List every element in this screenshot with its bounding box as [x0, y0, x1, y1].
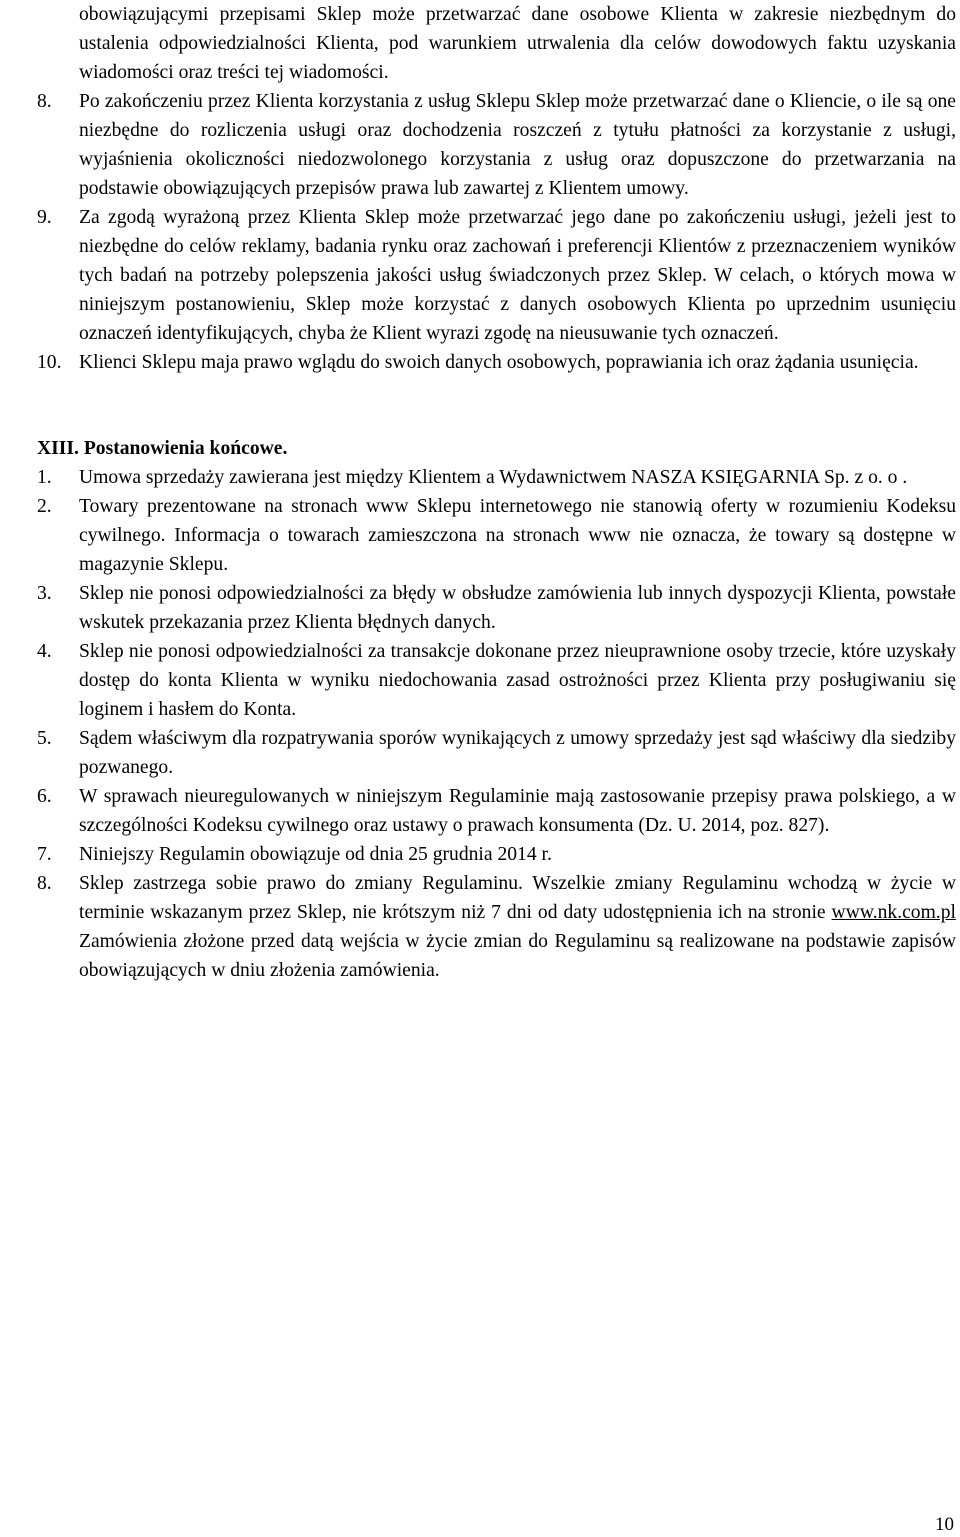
list-text: W sprawach nieuregulowanych w niniejszym Regulaminie mają zastosowanie przepisy prawa polskiego, a w szczególności Kodeksu cywilnego oraz ustawy o prawach konsumenta (Dz. U. 2014, poz. 827). [79, 786, 956, 836]
section-gap [37, 377, 956, 434]
final-item-2 [37, 492, 956, 579]
list-number: 7. [37, 844, 52, 865]
list-text: Umowa sprzedaży zawierana jest między Klientem a Wydawnictwem NASZA KSIĘGARNIA Sp. z o. o . [79, 467, 908, 488]
list-number: 6. [37, 786, 52, 807]
list-number: 9. [37, 207, 52, 228]
page-number: 10 [935, 1514, 954, 1535]
continued-list-item [37, 0, 956, 87]
final-item-3 [37, 579, 956, 637]
list-text-before-link: Sklep zastrzega sobie prawo do zmiany Regulaminu. Wszelkie zmiany Regulaminu wchodzą w życie w terminie wskazanym przez Sklep, nie krótszym niż 7 dni od daty udostępnienia ich na stronie [79, 873, 956, 923]
list-text: Sklep nie ponosi odpowiedzialności za transakcje dokonane przez nieuprawnione osoby trzecie, które uzyskały dostęp do konta Klienta w wyniku niedochowania zasad ostrożności przez Klienta przy posługiwaniu się loginem i hasłem do Konta. [79, 641, 956, 720]
list-text: Sklep nie ponosi odpowiedzialności za błędy w obsłudze zamówienia lub innych dyspozycji Klienta, powstałe wskutek przekazania przez Klienta błędnych danych. [79, 583, 956, 633]
list-item-10 [37, 348, 956, 377]
list-text-after-link: Zamówienia złożone przed datą wejścia w życie zmian do Regulaminu są realizowane na podstawie zapisów obowiązujących w dniu złożenia zamówienia. [79, 931, 956, 981]
final-item-6 [37, 782, 956, 840]
list-number: 1. [37, 467, 52, 488]
final-item-5 [37, 724, 956, 782]
document-content [37, 0, 956, 985]
list-number: 10. [37, 352, 62, 373]
list-text: Za zgodą wyrażoną przez Klienta Sklep może przetwarzać jego dane po zakończeniu usługi, jeżeli jest to niezbędne do celów reklamy, badania rynku oraz zachowań i preferencji Klientów z przeznaczeniem wyników tych badań na potrzeby polepszenia jakości usług świadczonych przez Sklep. W celach, o których mowa w niniejszym postanowieniu, Sklep może korzystać z danych osobowych Klienta po uprzednim usunięciu oznaczeń identyfikujących, chyba że Klient wyrazi zgodę na nieusuwanie tych oznaczeń. [79, 207, 956, 344]
list-number: 2. [37, 496, 52, 517]
section-heading: XIII. Postanowienia końcowe. [37, 438, 288, 459]
list-item-9 [37, 203, 956, 348]
list-number: 8. [37, 873, 52, 894]
list-number: 5. [37, 728, 52, 749]
continued-paragraph: obowiązującymi przepisami Sklep może przetwarzać dane osobowe Klienta w zakresie niezbędnym do ustalenia odpowiedzialności Klienta, pod warunkiem utrwalenia dla celów dowodowych faktu uzyskania wiadomości oraz treści tej wiadomości. [79, 4, 956, 83]
final-item-4 [37, 637, 956, 724]
list-text: Towary prezentowane na stronach www Sklepu internetowego nie stanowią oferty w rozumieniu Kodeksu cywilnego. Informacja o towarach zamieszczona na stronach www nie oznacza, że towary są dostępne w magazynie Sklepu. [79, 496, 956, 575]
list-number: 3. [37, 583, 52, 604]
list-text: Po zakończeniu przez Klienta korzystania z usług Sklepu Sklep może przetwarzać dane o Kliencie, o ile są one niezbędne do rozliczenia usługi oraz dochodzenia roszczeń z tytułu płatności za korzystanie z usługi, wyjaśnienia okoliczności niedozwolonego korzystania z usług oraz dopuszczone do przetwarzania na podstawie obowiązujących przepisów prawa lub zawartej z Klientem umowy. [79, 91, 956, 199]
list-text: Niniejszy Regulamin obowiązuje od dnia 25 grudnia 2014 r. [79, 844, 552, 865]
list-number: 8. [37, 91, 52, 112]
final-item-1 [37, 463, 956, 492]
website-link[interactable]: www.nk.com.pl [831, 902, 956, 923]
list-item-8 [37, 87, 956, 203]
list-text: Klienci Sklepu maja prawo wglądu do swoich danych osobowych, poprawiania ich oraz żądania usunięcia. [79, 352, 919, 373]
final-item-8 [37, 869, 956, 985]
final-item-7 [37, 840, 956, 869]
list-number: 4. [37, 641, 52, 662]
list-text: Sądem właściwym dla rozpatrywania sporów wynikających z umowy sprzedaży jest sąd właściwy dla siedziby pozwanego. [79, 728, 956, 778]
